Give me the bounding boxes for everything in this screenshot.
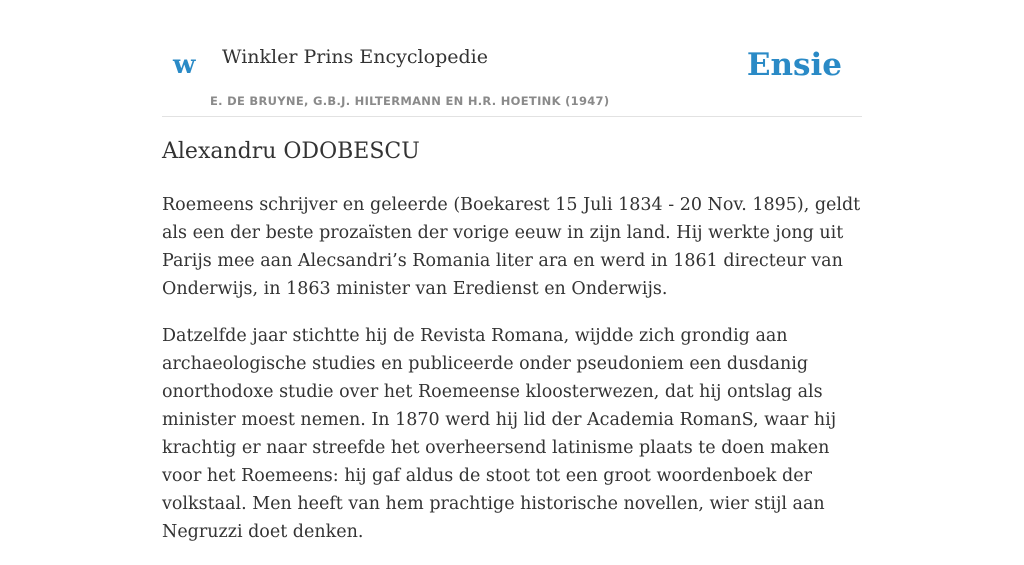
brand-logo[interactable]: Ensie bbox=[746, 47, 842, 83]
source-header bbox=[162, 0, 862, 117]
article-paragraph: Roemeens schrijver en geleerde (Boekarest 15 Juli 1834 - 20 Nov. 1895), geldt als een der beste prozaïsten der vorige eeuw in zijn land. Hij werkte jong uit Parijs mee aan Alecsandri’s Romania liter ara en werd in 1861 directeur van Onderwijs, in 1863 minister van Eredienst en Onderwijs. bbox=[162, 194, 861, 299]
source-authors: E. DE BRUYNE, G.B.J. HILTERMANN EN H.R. HOETINK (1947) bbox=[210, 94, 610, 108]
article bbox=[162, 138, 862, 565]
source-title[interactable]: Winkler Prins Encyclopedie bbox=[222, 46, 488, 68]
article-paragraph: Datzelfde jaar stichtte hij de Revista Romana, wijdde zich grondig aan archaeologische studies en publiceerde onder pseudoniem een dusdanig onorthodoxe studie over het Roemeense kloosterwezen, dat hij ontslag als minister moest nemen. In 1870 werd hij lid der Academia RomanS, waar hij krachtig er naar streefde het overheersend latinisme plaats te doen maken voor het Roemeens: hij gaf aldus de stoot tot een groot woordenboek der volkstaal. Men heeft van hem prachtige historische novellen, wier stijl aan Negruzzi doet denken. bbox=[162, 325, 837, 542]
source-logo: w bbox=[173, 50, 196, 80]
article-title: Alexandru ODOBESCU bbox=[162, 139, 420, 164]
